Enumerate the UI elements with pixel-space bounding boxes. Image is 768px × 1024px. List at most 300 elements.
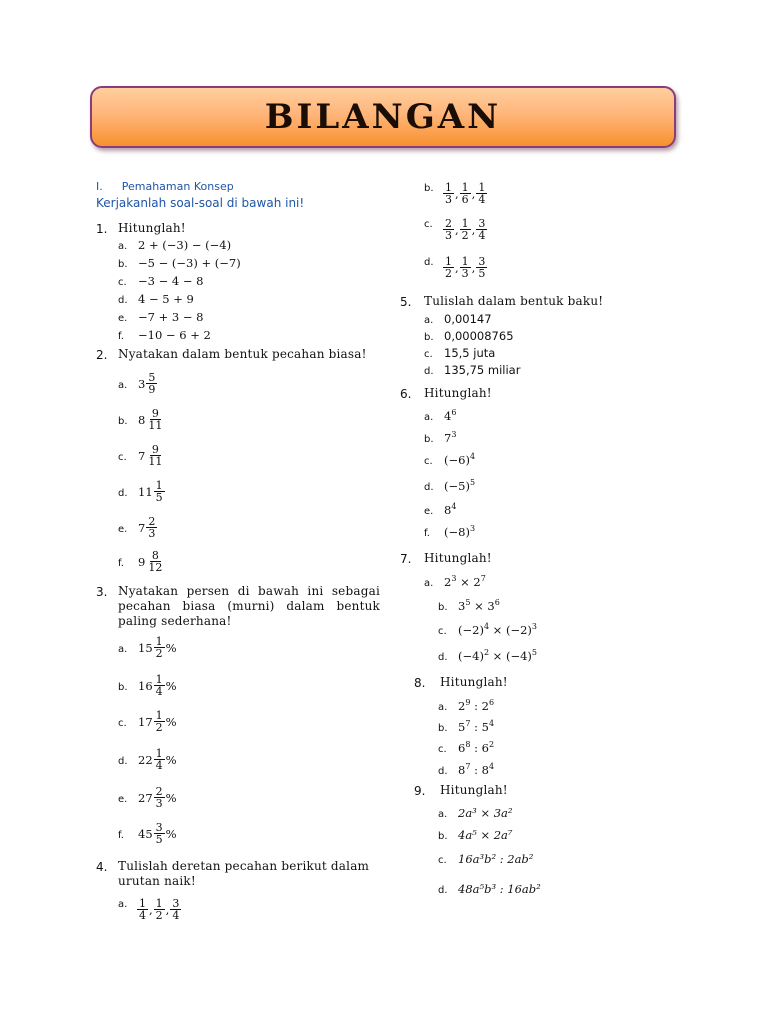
power-exponent: 6 xyxy=(451,408,457,417)
fraction xyxy=(460,256,471,279)
denominator: 2 xyxy=(461,229,469,242)
power-base: 2 xyxy=(473,574,481,589)
whole-part: 27 xyxy=(138,790,153,805)
whole-part: 9 xyxy=(138,554,146,569)
separator: , xyxy=(455,222,459,237)
option-label: d. xyxy=(424,481,434,493)
fraction xyxy=(476,256,487,279)
q1-option xyxy=(118,256,241,270)
operator: : xyxy=(470,719,482,734)
option-label: c. xyxy=(424,455,433,467)
power-base: 8 xyxy=(458,762,466,777)
operator: × xyxy=(489,648,506,663)
power xyxy=(482,763,494,777)
denominator: 4 xyxy=(478,193,486,206)
fraction xyxy=(460,182,471,205)
operator: × xyxy=(470,598,488,613)
fraction xyxy=(146,550,164,573)
denominator: 5 xyxy=(155,833,163,846)
fraction xyxy=(460,218,471,241)
fraction xyxy=(443,256,454,279)
q7-option xyxy=(438,648,537,663)
q3-option xyxy=(118,674,177,697)
power-exponent: 7 xyxy=(465,762,471,771)
separator: , xyxy=(165,902,170,917)
whole-part: 16 xyxy=(138,678,153,693)
numerator: 1 xyxy=(155,635,163,648)
expression: −5 − (−3) + (−7) xyxy=(138,256,241,270)
power-base: 6 xyxy=(481,740,489,755)
numerator: 5 xyxy=(148,371,156,384)
option-label: c. xyxy=(424,219,433,230)
power xyxy=(458,699,470,713)
denominator: 3 xyxy=(461,267,469,280)
q6-option xyxy=(424,502,456,517)
power-exponent: 5 xyxy=(531,648,538,657)
q6-option xyxy=(424,478,475,493)
whole-part: 45 xyxy=(138,826,153,841)
whole-part: 17 xyxy=(138,714,153,729)
fraction xyxy=(154,822,165,845)
fraction-sequence xyxy=(442,256,488,279)
q8-option xyxy=(438,762,494,777)
q6-option xyxy=(424,452,475,467)
power-exponent: 9 xyxy=(465,698,471,707)
power-exponent: 6 xyxy=(494,598,500,607)
q5-option xyxy=(424,363,520,377)
percent-sign: % xyxy=(165,678,177,693)
q4-option xyxy=(424,180,488,205)
whole-part: 7 xyxy=(138,448,146,463)
q7-number: 7. xyxy=(400,552,412,566)
mixed-percent xyxy=(138,748,177,771)
q1-number: 1. xyxy=(96,222,108,236)
numerator: 2 xyxy=(445,217,452,230)
title-banner xyxy=(90,86,676,148)
q4-option xyxy=(424,216,488,241)
percent-sign: % xyxy=(165,790,177,805)
power xyxy=(458,599,470,613)
power xyxy=(482,720,494,734)
option-label: e. xyxy=(118,523,128,535)
power xyxy=(473,575,485,589)
power xyxy=(506,649,537,663)
denominator: 11 xyxy=(148,455,163,468)
power-base: 2 xyxy=(481,698,489,713)
option-label: d. xyxy=(424,366,434,377)
q2-option xyxy=(118,408,165,431)
q2-option xyxy=(118,372,158,395)
q1-option xyxy=(118,238,231,252)
q5-option xyxy=(424,329,514,343)
option-label: d. xyxy=(438,765,448,777)
option-label: a. xyxy=(438,809,448,820)
power-base: (−4) xyxy=(458,648,484,663)
q4-option xyxy=(118,896,182,921)
q1-option xyxy=(118,274,203,288)
q7-text: Hitunglah! xyxy=(424,551,492,565)
q7-option xyxy=(424,574,486,589)
power-base: 7 xyxy=(444,430,452,445)
numerator: 1 xyxy=(155,709,163,722)
option-label: a. xyxy=(424,411,434,423)
denominator: 4 xyxy=(139,909,146,922)
section-title: Pemahaman Konsep xyxy=(121,180,234,193)
power-base: 5 xyxy=(481,719,489,734)
value: 135,75 miliar xyxy=(444,363,521,377)
expression: 48a⁵b³ : 16ab² xyxy=(458,882,541,896)
power-exponent: 2 xyxy=(483,648,490,657)
option-label: c. xyxy=(438,743,447,755)
denominator: 11 xyxy=(148,419,163,432)
fraction xyxy=(170,898,181,921)
power xyxy=(458,649,489,663)
numerator: 8 xyxy=(151,549,159,562)
denominator: 3 xyxy=(155,797,163,810)
expression: 4 − 5 + 9 xyxy=(138,292,194,306)
power xyxy=(444,453,475,467)
power-exponent: 4 xyxy=(469,452,476,461)
option-label: f. xyxy=(118,829,124,841)
power-exponent: 5 xyxy=(465,598,471,607)
numerator: 1 xyxy=(461,217,469,230)
q1-option xyxy=(118,292,194,306)
q6-option xyxy=(424,430,456,445)
power-base: (−4) xyxy=(505,648,532,663)
option-label: e. xyxy=(118,313,128,324)
power-base: 6 xyxy=(458,740,466,755)
q9-option xyxy=(438,882,541,896)
fraction xyxy=(443,218,454,241)
q1-text: Hitunglah! xyxy=(118,221,186,235)
power xyxy=(444,479,475,493)
q8-option xyxy=(438,740,494,755)
power-exponent: 4 xyxy=(488,719,495,728)
option-label: b. xyxy=(118,259,128,270)
q6-number: 6. xyxy=(400,387,412,401)
option-label: c. xyxy=(118,717,127,729)
whole-part: 22 xyxy=(138,752,153,767)
q8-number: 8. xyxy=(414,676,426,690)
q3-option xyxy=(118,822,177,845)
q9-text: Hitunglah! xyxy=(440,783,508,797)
mixed-number xyxy=(138,550,165,573)
fraction xyxy=(154,480,165,503)
percent-sign: % xyxy=(165,640,177,655)
percent-sign: % xyxy=(165,752,177,767)
power-base: 2 xyxy=(444,574,452,589)
mixed-number xyxy=(138,444,165,467)
page-title: BILANGAN xyxy=(264,97,502,137)
mixed-number xyxy=(138,516,158,539)
option-label: f. xyxy=(118,557,124,569)
q3-number: 3. xyxy=(96,585,108,599)
percent-sign: % xyxy=(165,826,177,841)
option-label: d. xyxy=(438,885,448,896)
option-label: d. xyxy=(118,487,128,499)
denominator: 4 xyxy=(172,909,180,922)
q5-option xyxy=(424,346,495,360)
fraction xyxy=(146,408,164,431)
q2-number: 2. xyxy=(96,348,108,362)
fraction xyxy=(154,898,165,921)
power xyxy=(444,409,456,423)
numerator: 3 xyxy=(155,821,163,834)
mixed-percent xyxy=(138,710,177,733)
option-label: d. xyxy=(118,295,128,306)
q3-option xyxy=(118,748,177,771)
power-exponent: 7 xyxy=(465,719,471,728)
numerator: 1 xyxy=(461,181,469,194)
q4-option xyxy=(424,254,488,279)
power-base: (−2) xyxy=(458,622,484,637)
q1-option xyxy=(118,328,211,342)
section-header xyxy=(96,180,234,193)
whole-part: 3 xyxy=(138,376,146,391)
numerator: 3 xyxy=(478,217,486,230)
expression: −10 − 6 + 2 xyxy=(138,328,211,342)
q7-option xyxy=(438,622,537,637)
value: 0,00008765 xyxy=(444,329,514,343)
power-base: 3 xyxy=(487,598,495,613)
numerator: 1 xyxy=(139,897,146,910)
option-label: a. xyxy=(424,577,434,589)
option-label: a. xyxy=(118,643,128,655)
fraction-sequence xyxy=(136,898,182,921)
mixed-percent xyxy=(138,822,177,845)
numerator: 3 xyxy=(478,255,486,268)
option-label: b. xyxy=(438,831,448,842)
expression: 4a⁵ × 2a⁷ xyxy=(458,828,513,842)
q8-option xyxy=(438,698,494,713)
power-base: (−5) xyxy=(444,478,470,493)
option-label: c. xyxy=(118,277,127,288)
q9-option xyxy=(438,806,513,820)
option-label: f. xyxy=(118,331,124,342)
operator: : xyxy=(470,762,482,777)
expression: 2a³ × 3a² xyxy=(458,806,513,820)
q3-option xyxy=(118,786,177,809)
mixed-number xyxy=(138,408,165,431)
power-exponent: 4 xyxy=(483,622,490,631)
denominator: 12 xyxy=(148,561,163,574)
fraction xyxy=(476,218,487,241)
power xyxy=(482,699,494,713)
expression: −3 − 4 − 8 xyxy=(138,274,204,288)
fraction-sequence xyxy=(442,218,488,241)
q9-option xyxy=(438,852,533,866)
power-base: (−8) xyxy=(444,524,470,539)
numerator: 1 xyxy=(445,255,452,268)
numerator: 9 xyxy=(151,407,159,420)
option-label: d. xyxy=(438,651,448,663)
q8-text: Hitunglah! xyxy=(440,675,508,689)
numerator: 1 xyxy=(445,181,452,194)
power-exponent: 5 xyxy=(469,478,476,487)
power-base: 8 xyxy=(481,762,489,777)
instruction: Kerjakanlah soal-soal di bawah ini! xyxy=(96,196,305,210)
denominator: 5 xyxy=(155,491,163,504)
separator: , xyxy=(471,260,476,275)
fraction xyxy=(146,444,164,467)
q5-option xyxy=(424,312,492,326)
whole-part: 8 xyxy=(138,412,146,427)
power-exponent: 2 xyxy=(488,740,495,749)
whole-part: 7 xyxy=(138,520,146,535)
denominator: 9 xyxy=(148,383,156,396)
denominator: 2 xyxy=(155,909,163,922)
option-label: e. xyxy=(424,505,434,517)
fraction-sequence xyxy=(442,182,488,205)
denominator: 3 xyxy=(148,527,156,540)
numerator: 1 xyxy=(155,673,163,686)
power xyxy=(458,623,489,637)
denominator: 2 xyxy=(155,647,163,660)
q2-option xyxy=(118,550,165,573)
q1-option xyxy=(118,310,203,324)
percent-sign: % xyxy=(165,714,177,729)
separator: , xyxy=(149,902,153,917)
power xyxy=(444,575,456,589)
power-base: 3 xyxy=(458,598,466,613)
q3-option xyxy=(118,636,177,659)
power xyxy=(444,431,456,445)
power-exponent: 4 xyxy=(451,502,457,511)
fraction xyxy=(154,674,165,697)
power-base: (−6) xyxy=(444,452,470,467)
numerator: 2 xyxy=(155,785,163,798)
q5-number: 5. xyxy=(400,295,412,309)
q9-number: 9. xyxy=(414,784,426,798)
q3-option xyxy=(118,710,177,733)
expression: −7 + 3 − 8 xyxy=(138,310,204,324)
fraction xyxy=(146,516,157,539)
numerator: 1 xyxy=(155,897,163,910)
fraction xyxy=(146,372,157,395)
fraction xyxy=(154,786,165,809)
q3-text: Nyatakan persen di bawah ini sebagai pecahan biasa (murni) dalam bentuk paling sederhana! xyxy=(118,584,380,628)
mixed-percent xyxy=(138,786,177,809)
numerator: 2 xyxy=(148,515,156,528)
option-label: a. xyxy=(118,899,128,910)
q2-option xyxy=(118,516,158,539)
separator: , xyxy=(471,222,476,237)
option-label: d. xyxy=(424,257,434,268)
power-base: 2 xyxy=(458,698,466,713)
power xyxy=(444,503,456,517)
separator: , xyxy=(455,186,459,201)
operator: × xyxy=(489,622,506,637)
power xyxy=(482,741,494,755)
power-exponent: 6 xyxy=(488,698,495,707)
denominator: 6 xyxy=(461,193,469,206)
numerator: 1 xyxy=(461,255,469,268)
option-label: b. xyxy=(424,433,434,445)
power-base: (−2) xyxy=(505,622,532,637)
power-exponent: 7 xyxy=(480,574,486,583)
fraction xyxy=(137,898,148,921)
power xyxy=(458,763,470,777)
power xyxy=(506,623,537,637)
denominator: 2 xyxy=(155,721,163,734)
q8-option xyxy=(438,719,494,734)
power-base: 5 xyxy=(458,719,466,734)
whole-part: 15 xyxy=(138,640,153,655)
option-label: b. xyxy=(424,183,434,194)
power xyxy=(458,720,470,734)
power-exponent: 3 xyxy=(469,524,476,533)
option-label: a. xyxy=(424,315,434,326)
power-exponent: 3 xyxy=(531,622,538,631)
power-base: 8 xyxy=(444,502,452,517)
option-label: a. xyxy=(438,701,448,713)
option-label: c. xyxy=(118,451,127,463)
q7-option xyxy=(438,598,500,613)
option-label: a. xyxy=(118,379,128,391)
power-base: 4 xyxy=(444,408,452,423)
option-label: d. xyxy=(118,755,128,767)
option-label: f. xyxy=(424,527,430,539)
whole-part: 11 xyxy=(138,484,153,499)
fraction xyxy=(154,636,165,659)
option-label: b. xyxy=(438,722,448,734)
option-label: b. xyxy=(438,601,448,613)
mixed-percent xyxy=(138,674,177,697)
denominator: 3 xyxy=(445,193,452,206)
q6-text: Hitunglah! xyxy=(424,386,492,400)
expression: 2 + (−3) − (−4) xyxy=(138,238,232,252)
section-number: I. xyxy=(96,180,103,193)
denominator: 4 xyxy=(155,759,163,772)
numerator: 1 xyxy=(155,747,163,760)
operator: × xyxy=(456,574,474,589)
fraction xyxy=(154,710,165,733)
value: 0,00147 xyxy=(444,312,492,326)
power xyxy=(487,599,499,613)
q4-text: Tulislah deretan pecahan berikut dalam urutan naik! xyxy=(118,859,370,888)
option-label: c. xyxy=(438,625,447,637)
fraction xyxy=(443,182,454,205)
power-exponent: 8 xyxy=(465,740,471,749)
operator: : xyxy=(470,740,482,755)
separator: , xyxy=(471,186,476,201)
expression: 16a³b² : 2ab² xyxy=(458,852,534,866)
option-label: a. xyxy=(118,241,128,252)
power xyxy=(444,525,475,539)
denominator: 4 xyxy=(478,229,486,242)
q5-text: Tulislah dalam bentuk baku! xyxy=(424,294,604,308)
numerator: 1 xyxy=(155,479,163,492)
separator: , xyxy=(455,260,459,275)
q6-option xyxy=(424,408,456,423)
power-exponent: 3 xyxy=(451,574,457,583)
option-label: b. xyxy=(424,332,434,343)
q2-option xyxy=(118,444,165,467)
q4-number: 4. xyxy=(96,860,108,874)
q2-option xyxy=(118,480,166,503)
denominator: 2 xyxy=(445,267,452,280)
value: 15,5 juta xyxy=(444,346,496,360)
q6-option xyxy=(424,524,475,539)
option-label: c. xyxy=(438,855,447,866)
fraction xyxy=(154,748,165,771)
mixed-number xyxy=(138,480,166,503)
q9-option xyxy=(438,828,513,842)
denominator: 3 xyxy=(445,229,452,242)
q2-text: Nyatakan dalam bentuk pecahan biasa! xyxy=(118,347,367,361)
mixed-number xyxy=(138,372,158,395)
denominator: 4 xyxy=(155,685,163,698)
